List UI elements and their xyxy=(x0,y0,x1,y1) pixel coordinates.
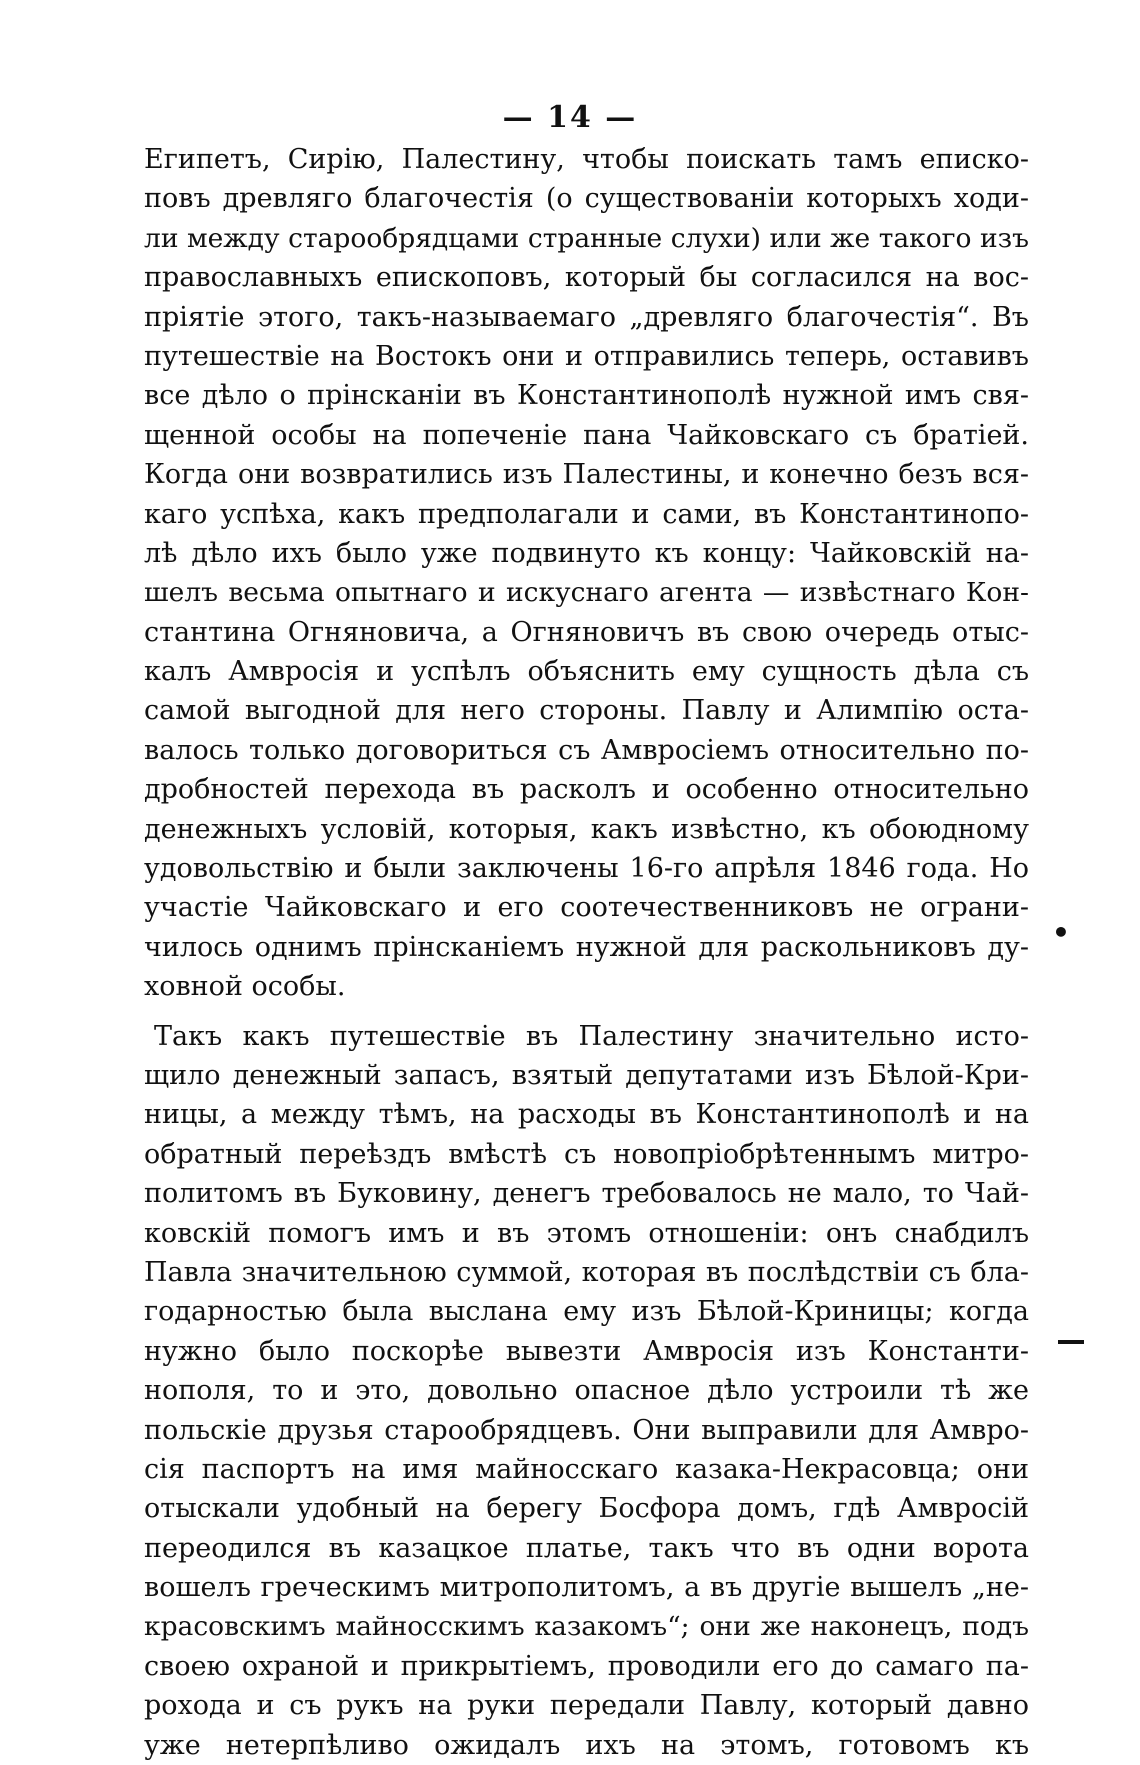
text-line: обратный переѣздъ вмѣстѣ съ новопріобрѣтеннымъ митро- xyxy=(144,1138,1029,1170)
text-line: вошелъ греческимъ митрополитомъ, а въ другіе вышелъ „не- xyxy=(144,1572,1029,1604)
text-line: каго успѣха, какъ предполагали и сами, въ Константинопо- xyxy=(144,498,1029,530)
paragraph-gap xyxy=(144,1007,1029,1017)
text-line: отыскали удобный на берегу Босфора домъ, гдѣ Амвросій xyxy=(144,1493,1029,1525)
margin-dash-mark xyxy=(1058,1340,1084,1344)
paragraph-1 xyxy=(144,140,1029,1007)
text-line: ницы, а между тѣмъ, на расходы въ Константинополѣ и на xyxy=(144,1099,1029,1131)
text-line: щенной особы на попеченіе пана Чайковскаго съ братіей. xyxy=(144,419,1029,451)
text-line: православныхъ епископовъ, который бы согласился на вос- xyxy=(144,262,1029,294)
page-body-text xyxy=(144,140,1029,1765)
text-line: рохода и съ рукъ на руки передали Павлу, который давно xyxy=(144,1690,1029,1722)
text-line: чилось однимъ прінсканіемъ нужной для раскольниковъ ду- xyxy=(144,931,1029,963)
text-line: Египетъ, Сирію, Палестину, чтобы поискать тамъ еписко- xyxy=(144,144,1029,175)
text-line: нополя, то и это, довольно опасное дѣло устроили тѣ же xyxy=(144,1375,1029,1407)
text-line: самой выгодной для него стороны. Павлу и Алимпію оста- xyxy=(144,695,1029,727)
text-line: пріятіе этого, такъ-называемаго „древляго благочестія“. Въ xyxy=(144,301,1029,333)
text-line: участіе Чайковскаго и его соотечественниковъ не ограни- xyxy=(144,892,1029,924)
text-line: своею охраной и прикрытіемъ, проводили его до самаго па- xyxy=(144,1650,1029,1682)
text-line: красовскимъ майносскимъ казакомъ“; они же наконецъ, подъ xyxy=(144,1611,1029,1643)
text-line: ли между старообрядцами странные слухи) или же такого изъ xyxy=(144,222,1029,254)
text-line: калъ Амвросія и успѣлъ объяснить ему сущность дѣла съ xyxy=(144,656,1029,688)
text-line: стантина Огняновича, а Огняновичъ въ свою очередь отыс- xyxy=(144,616,1029,648)
text-line: нужно было поскорѣе вывезти Амвросія изъ Константи- xyxy=(144,1335,1029,1367)
text-line: повъ древляго благочестія (о существованіи которыхъ ходи- xyxy=(144,183,1029,215)
text-line: удовольствію и были заключены 16-го апрѣля 1846 года. Но xyxy=(144,853,1029,885)
text-line: путешествіе на Востокъ они и отправились теперь, оставивъ xyxy=(144,340,1029,372)
text-line: уже нетерпѣливо ожидалъ ихъ на этомъ, готовомъ къ xyxy=(144,1729,1029,1761)
text-line: денежныхъ условій, которыя, какъ извѣстно, къ обоюдному xyxy=(144,813,1029,845)
text-line: сія паспортъ на имя майносскаго казака-Некрасовца; они xyxy=(144,1453,1029,1485)
text-line: польскіе друзья старообрядцевъ. Они выправили для Амвро- xyxy=(144,1414,1029,1446)
text-line: годарностью была выслана ему изъ Бѣлой-Криницы; когда xyxy=(144,1296,1029,1328)
text-line: переодился въ казацкое платье, такъ что въ одни ворота xyxy=(144,1532,1029,1564)
text-line: Когда они возвратились изъ Палестины, и конечно безъ вся- xyxy=(144,459,1029,491)
text-line: лѣ дѣло ихъ было уже подвинуто къ концу: Чайковскій на- xyxy=(144,537,1029,569)
text-line: дробностей перехода въ расколъ и особенно относительно xyxy=(144,774,1029,806)
text-line: Павла значительною суммой, которая въ послѣдствіи съ бла- xyxy=(144,1256,1029,1288)
margin-dot-mark: • xyxy=(1052,916,1070,949)
text-line: ховной особы. xyxy=(144,971,346,1003)
text-line: щило денежный запасъ, взятый депутатами изъ Бѣлой-Кри- xyxy=(144,1059,1029,1091)
text-line: ковскій помогъ имъ и въ этомъ отношеніи: онъ снабдилъ xyxy=(144,1217,1029,1249)
text-line: все дѣло о прінсканіи въ Константинополѣ нужной имъ свя- xyxy=(144,380,1029,412)
text-line: политомъ въ Буковину, денегъ требовалось не мало, то Чай- xyxy=(144,1178,1029,1210)
paragraph-2 xyxy=(144,1017,1029,1765)
text-line: валось только договориться съ Амвросіемъ относительно по- xyxy=(144,734,1029,766)
page-number: — 14 — xyxy=(502,100,638,135)
text-line: Такъ какъ путешествіе въ Палестину значительно исто- xyxy=(154,1020,1029,1052)
text-line: шелъ весьма опытнаго и искуснаго агента — извѣстнаго Кон- xyxy=(144,577,1029,609)
